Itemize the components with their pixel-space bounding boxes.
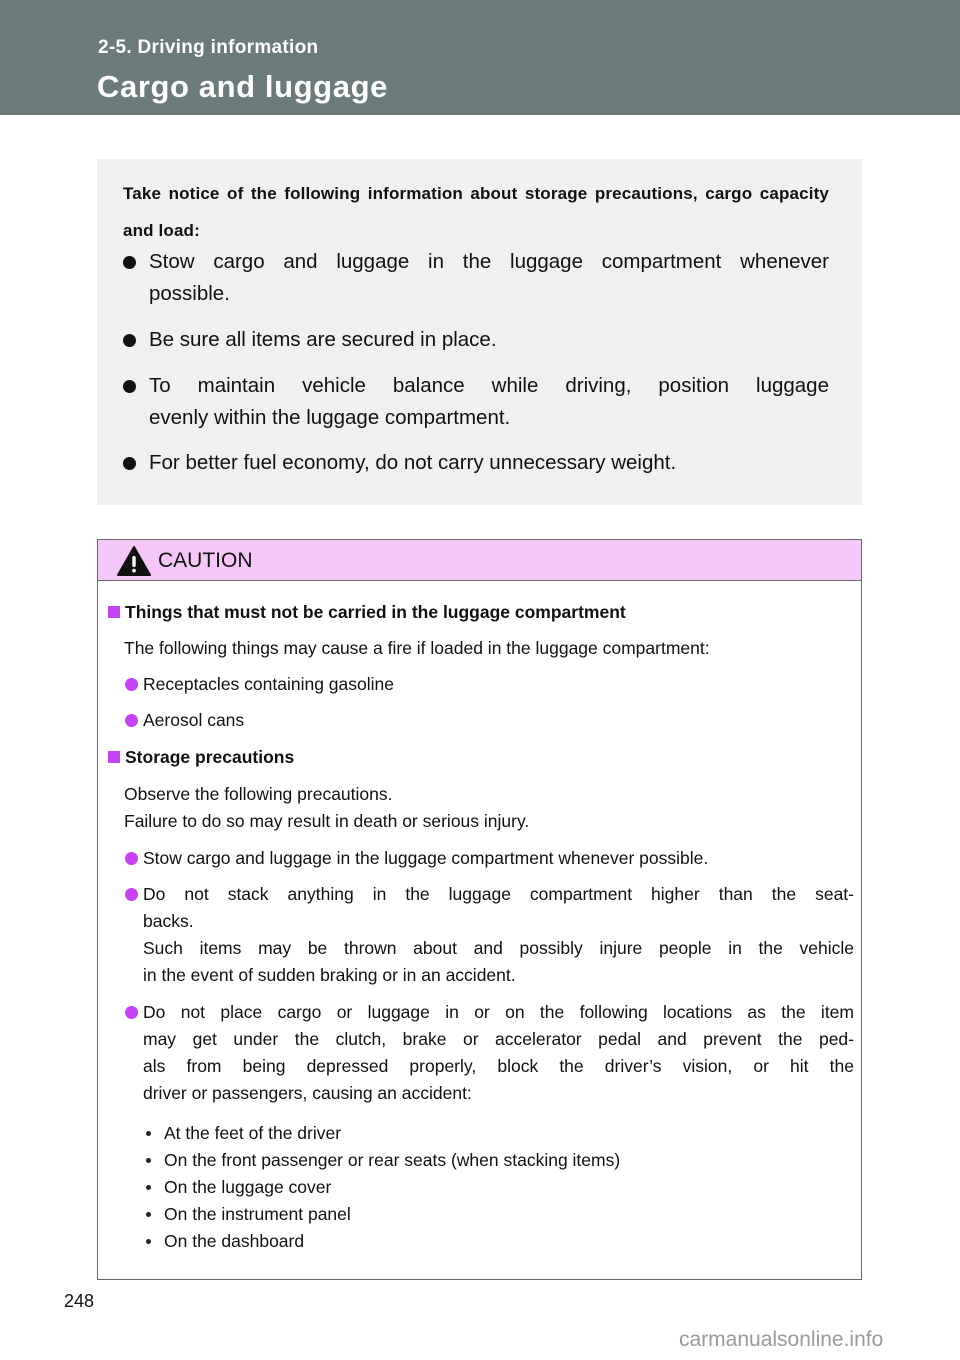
warning-triangle-icon [116,545,152,577]
small-bullet-icon [146,1239,151,1244]
chapter-header-band [0,0,960,115]
bullet-dot-icon [125,714,138,727]
info-bullet: For better fuel economy, do not carry unnecessary weight. [123,447,829,479]
info-intro: Take notice of the following information about storage precautions, cargo capacity and load: [123,184,829,240]
bullet-dot-icon [125,888,138,901]
caution-section-heading: Things that must not be carried in the luggage compartment [106,599,626,626]
small-bullet-icon [146,1131,151,1136]
location-item: On the instrument panel [164,1201,844,1228]
caution-bullet: Aerosol cans [124,707,854,734]
info-bullet: Be sure all items are secured in place. [123,324,829,356]
location-item: On the dashboard [164,1228,844,1255]
info-bullet: To maintain vehicle balance while driving, position luggage evenly within the luggage compartment. [123,370,829,434]
bullet-dot-icon [123,256,136,269]
caution-bullet: Do not place cargo or luggage in or on the following locations as the item may get under the clutch, brake or accelerator pedal and prevent the ped- als from being depressed properly, block the driver’s vision, or hit the driver or passengers, causing an accident: [124,999,854,1107]
small-bullet-icon [146,1185,151,1190]
caution-bullet: Stow cargo and luggage in the luggage compartment whenever possible. [124,845,854,872]
bullet-dot-icon [123,457,136,470]
small-bullet-icon [146,1212,151,1217]
location-item: On the luggage cover [164,1174,844,1201]
caution-paragraph: The following things may cause a fire if loaded in the luggage compartment: [124,638,710,658]
location-list [144,1120,844,1255]
caution-title: CAUTION [158,549,253,572]
bullet-dot-icon [125,1006,138,1019]
caution-section-heading: Storage precautions [106,744,294,771]
square-bullet-icon [108,606,120,618]
location-item: At the feet of the driver [164,1120,844,1147]
caution-paragraph: Observe the following precautions. Failure to do so may result in death or serious injury. [124,784,530,831]
page-title: Cargo and luggage [97,69,388,104]
square-bullet-icon [108,751,120,763]
caution-bullet: Receptacles containing gasoline [124,671,854,698]
caution-bullet: Do not stack anything in the luggage compartment higher than the seat- backs. Such items may be thrown about and possibly injure people in the vehicle in the event of sudden braking or in an accident. [124,881,854,989]
bullet-dot-icon [123,380,136,393]
section-label: 2-5. Driving information [98,37,319,58]
info-box [97,159,862,505]
location-item: On the front passenger or rear seats (when stacking items) [164,1147,844,1174]
small-bullet-icon [146,1158,151,1163]
caution-header [98,540,861,581]
caution-box [97,539,862,1280]
watermark-link[interactable]: carmanualsonline.info [679,1328,884,1351]
page-number: 248 [64,1291,95,1311]
bullet-dot-icon [123,334,136,347]
bullet-dot-icon [125,852,138,865]
bullet-dot-icon [125,678,138,691]
info-bullet: Stow cargo and luggage in the luggage compartment whenever possible. [123,246,829,310]
